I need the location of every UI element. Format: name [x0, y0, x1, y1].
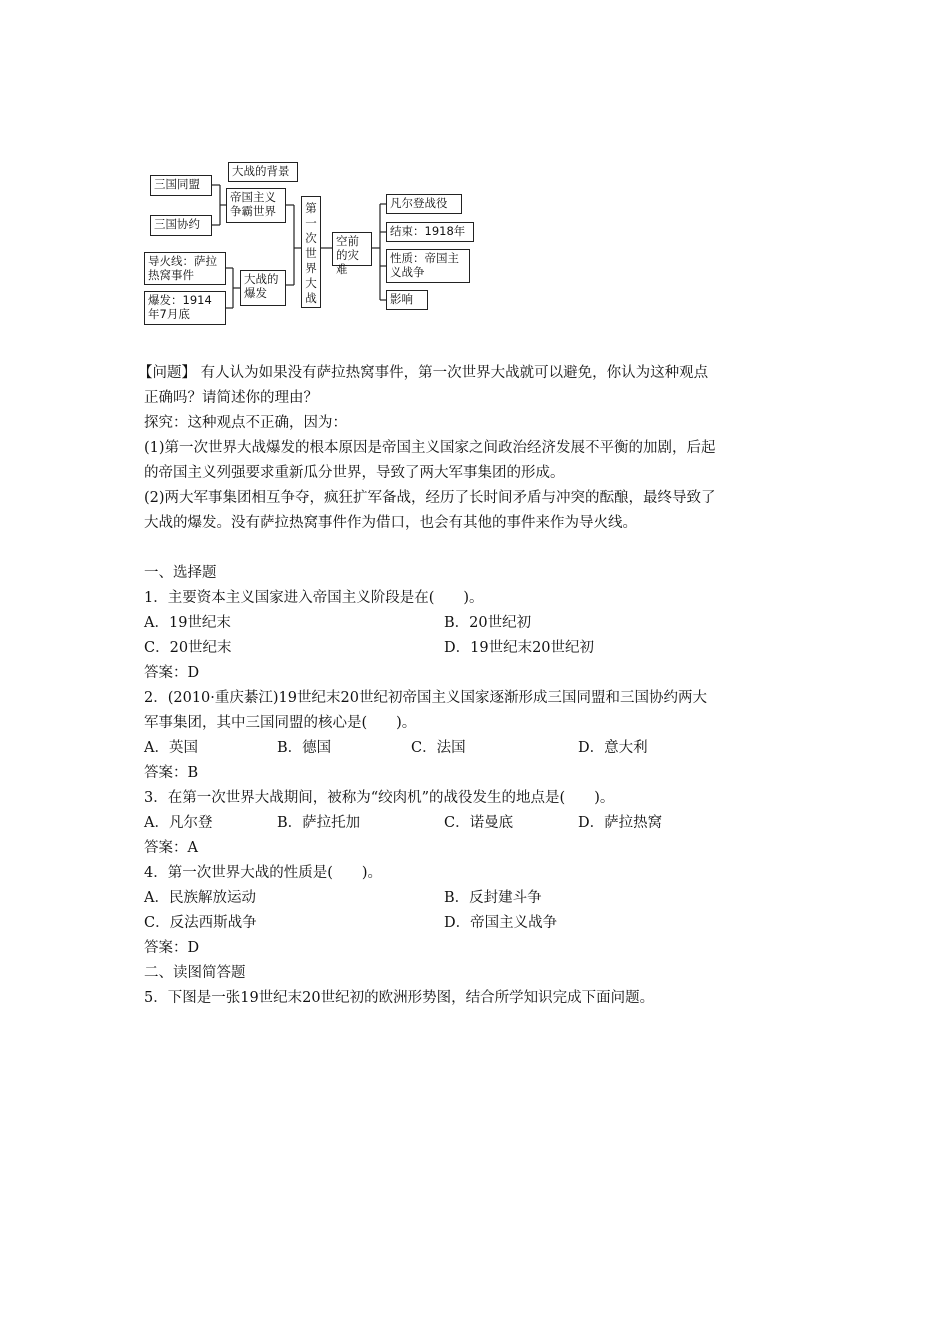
- node-dazhan-baofa: 大战的爆发: [240, 270, 286, 306]
- node-diguo-zhengba: 帝国主义争霸世界: [226, 188, 286, 223]
- section-1-heading: 一、选择题: [144, 565, 217, 581]
- q2-stem-line-2: 军事集团，其中三国同盟的核心是( )。: [144, 715, 417, 731]
- q2-answer: 答案：B: [144, 765, 199, 781]
- q2-option-b: B．德国: [277, 740, 332, 756]
- explore-point-2-line-2: 大战的爆发。没有萨拉热窝事件作为借口，也会有其他的事件来作为导火线。: [144, 515, 637, 531]
- q4-option-d: D．帝国主义战争: [444, 915, 558, 931]
- q4-stem: 4．第一次世界大战的性质是( )。: [144, 865, 383, 881]
- concept-diagram: [140, 160, 480, 330]
- explore-point-1-line-2: 的帝国主义列强要求重新瓜分世界，导致了两大军事集团的形成。: [144, 465, 565, 481]
- question-line-2: 正确吗？请简述你的理由？: [144, 390, 318, 406]
- node-daohuoxian: 导火线：萨拉热窝事件: [144, 252, 226, 285]
- q5-stem: 5．下图是一张19世纪末20世纪初的欧洲形势图，结合所学知识完成下面问题。: [144, 990, 655, 1006]
- node-baofa-time: 爆发：1914年7月底: [144, 291, 226, 325]
- q3-answer: 答案：A: [144, 840, 198, 856]
- q3-option-b: B．萨拉托加: [277, 815, 361, 831]
- q1-option-b: B．20世纪初: [444, 615, 532, 631]
- q3-option-c: C．诺曼底: [444, 815, 514, 831]
- q1-option-a: A．19世纪末: [144, 615, 231, 631]
- q4-answer: 答案：D: [144, 940, 200, 956]
- q1-option-c: C．20世纪末: [144, 640, 232, 656]
- node-jieshu: 结束：1918年: [386, 222, 474, 242]
- q4-option-a: A．民族解放运动: [144, 890, 256, 906]
- node-san-guo-tongmeng: 三国同盟: [150, 175, 212, 196]
- q2-option-c: C．法国: [411, 740, 466, 756]
- q1-answer: 答案：D: [144, 665, 200, 681]
- node-san-guo-xieyue: 三国协约: [150, 215, 212, 236]
- q1-option-d: D．19世纪末20世纪初: [444, 640, 595, 656]
- q2-option-d: D．意大利: [578, 740, 648, 756]
- section-2-heading: 二、读图简答题: [144, 965, 246, 981]
- q4-option-c: C．反法西斯战争: [144, 915, 257, 931]
- q4-option-b: B．反封建斗争: [444, 890, 542, 906]
- explore-point-2-line-1: (2)两大军事集团相互争夺，疯狂扩军备战，经历了长时间矛盾与冲突的酝酿，最终导致了: [144, 490, 716, 506]
- q3-option-d: D．萨拉热窝: [578, 815, 663, 831]
- question-line-1: 【问题】 有人认为如果没有萨拉热窝事件，第一次世界大战就可以避免，你认为这种观点: [138, 365, 709, 381]
- node-xingzhi: 性质：帝国主义战争: [386, 249, 470, 283]
- q3-stem: 3．在第一次世界大战期间，被称为“绞肉机”的战役发生的地点是( )。: [144, 790, 615, 806]
- node-fanerdeng: 凡尔登战役: [386, 194, 462, 214]
- explore-heading: 探究：这种观点不正确，因为：: [144, 415, 347, 431]
- explore-point-1-line-1: (1)第一次世界大战爆发的根本原因是帝国主义国家之间政治经济发展不平衡的加剧，后起: [144, 440, 716, 456]
- q2-stem-line-1: 2．(2010·重庆綦江)19世纪末20世纪初帝国主义国家逐渐形成三国同盟和三国协约两大: [144, 690, 707, 706]
- node-kongqian-zainan: 空前的灾难: [332, 232, 372, 266]
- node-yingxiang: 影响: [386, 290, 428, 310]
- q3-option-a: A．凡尔登: [144, 815, 213, 831]
- q2-option-a: A．英国: [144, 740, 198, 756]
- node-center-first-world-war: 第一次世界大战: [301, 196, 321, 308]
- q1-stem: 1．主要资本主义国家进入帝国主义阶段是在( )。: [144, 590, 484, 606]
- node-dazhan-beijing: 大战的背景: [228, 162, 298, 182]
